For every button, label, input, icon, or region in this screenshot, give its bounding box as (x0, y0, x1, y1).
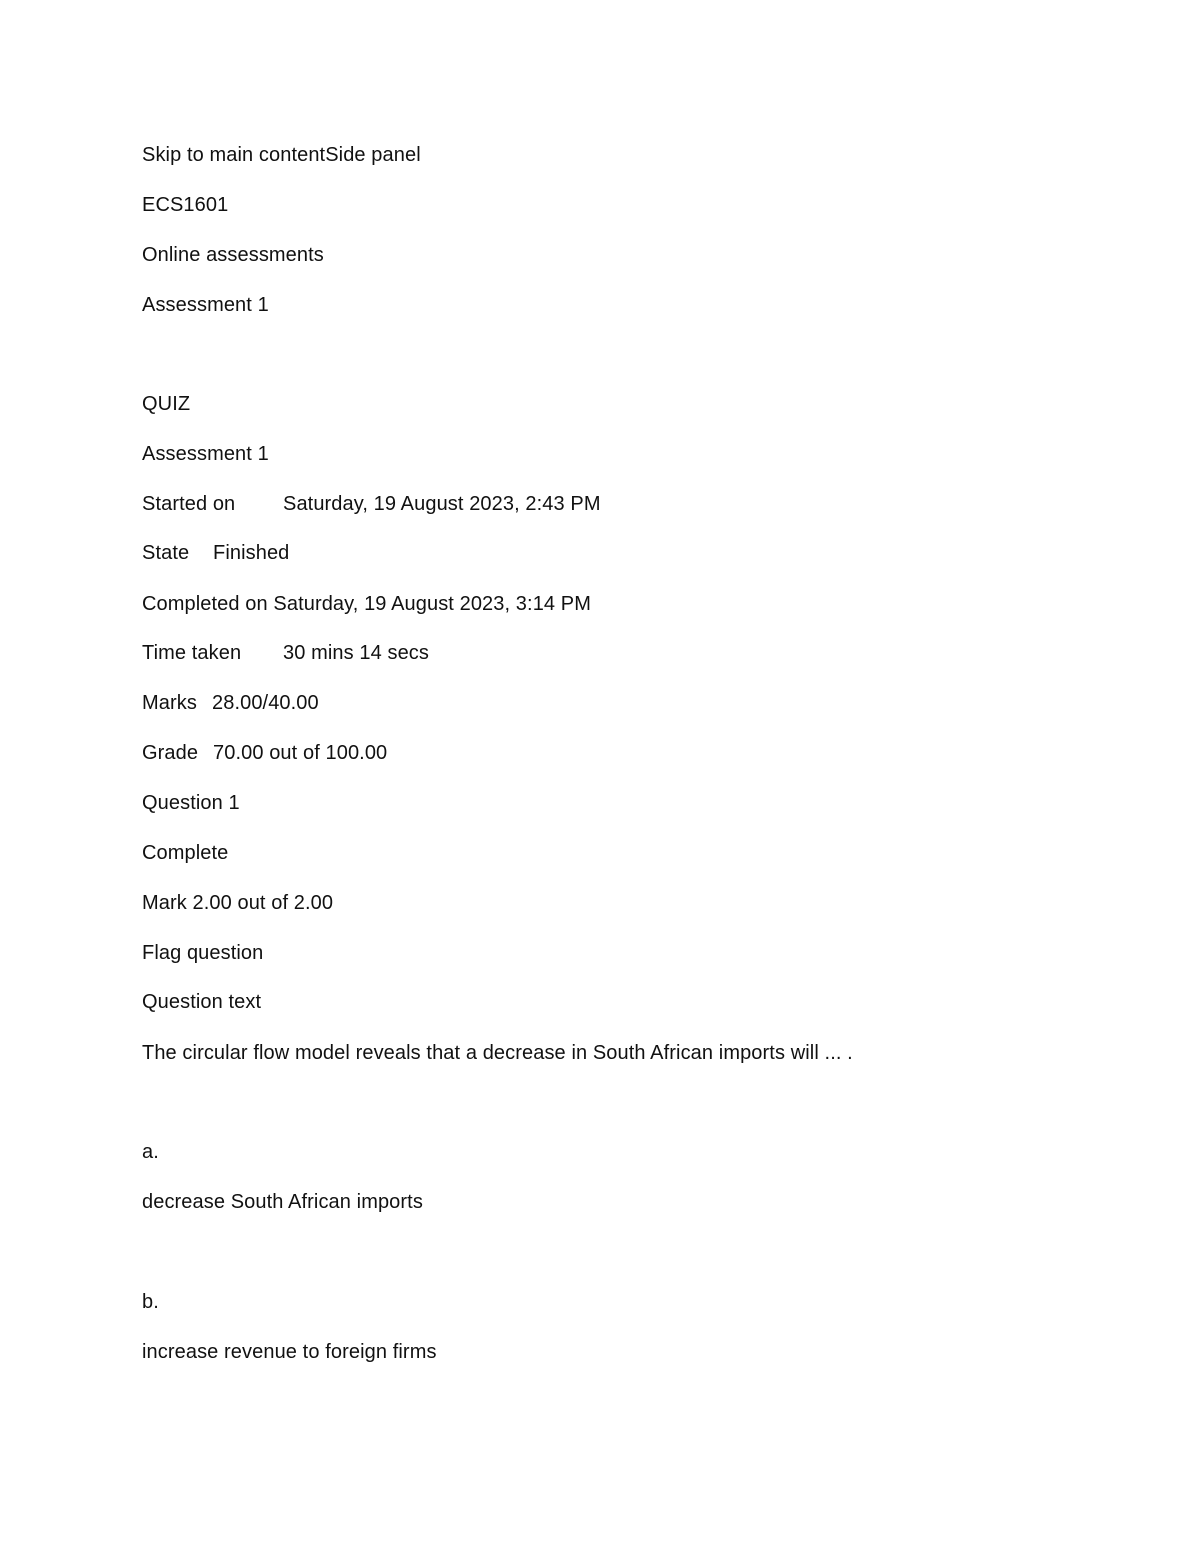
question-number: Question 1 (142, 792, 240, 814)
option-b-letter[interactable]: b. (142, 1291, 159, 1313)
time-taken-value: 30 mins 14 secs (283, 642, 430, 664)
summary-marks-row (142, 691, 319, 715)
started-label: Started on (142, 493, 236, 515)
question-text: The circular flow model reveals that a decrease in South African imports will ... . (142, 1042, 853, 1064)
breadcrumb-section[interactable]: Online assessments (142, 244, 324, 266)
question-status: Complete (142, 842, 229, 864)
summary-time-row (142, 641, 429, 665)
marks-label: Marks (142, 692, 197, 714)
breadcrumb-course[interactable]: ECS1601 (142, 194, 229, 216)
completed-label: Completed on (142, 593, 268, 615)
time-taken-label: Time taken (142, 642, 242, 664)
quiz-type-label: QUIZ (142, 393, 191, 415)
marks-value: 28.00/40.00 (212, 692, 319, 714)
completed-value: Saturday, 19 August 2023, 3:14 PM (273, 593, 591, 615)
summary-state-row (142, 541, 289, 565)
question-text-label: Question text (142, 991, 262, 1013)
flag-question-link[interactable]: Flag question (142, 942, 264, 964)
skip-nav-line (142, 143, 421, 167)
option-b-text[interactable]: increase revenue to foreign firms (142, 1341, 437, 1363)
grade-label: Grade (142, 742, 199, 764)
option-a-letter[interactable]: a. (142, 1141, 159, 1163)
breadcrumb-assessment[interactable]: Assessment 1 (142, 294, 269, 316)
summary-completed-row (142, 592, 591, 616)
summary-grade-row (142, 741, 387, 765)
question-mark: Mark 2.00 out of 2.00 (142, 892, 334, 914)
skip-to-main-link[interactable]: Skip to main content (142, 144, 326, 166)
started-value: Saturday, 19 August 2023, 2:43 PM (283, 493, 601, 515)
grade-value: 70.00 out of 100.00 (213, 742, 388, 764)
state-value: Finished (213, 542, 290, 564)
option-a-text[interactable]: decrease South African imports (142, 1191, 423, 1213)
quiz-title: Assessment 1 (142, 443, 269, 465)
side-panel-link[interactable]: Side panel (325, 144, 421, 166)
summary-started-row (142, 492, 601, 516)
state-label: State (142, 542, 190, 564)
